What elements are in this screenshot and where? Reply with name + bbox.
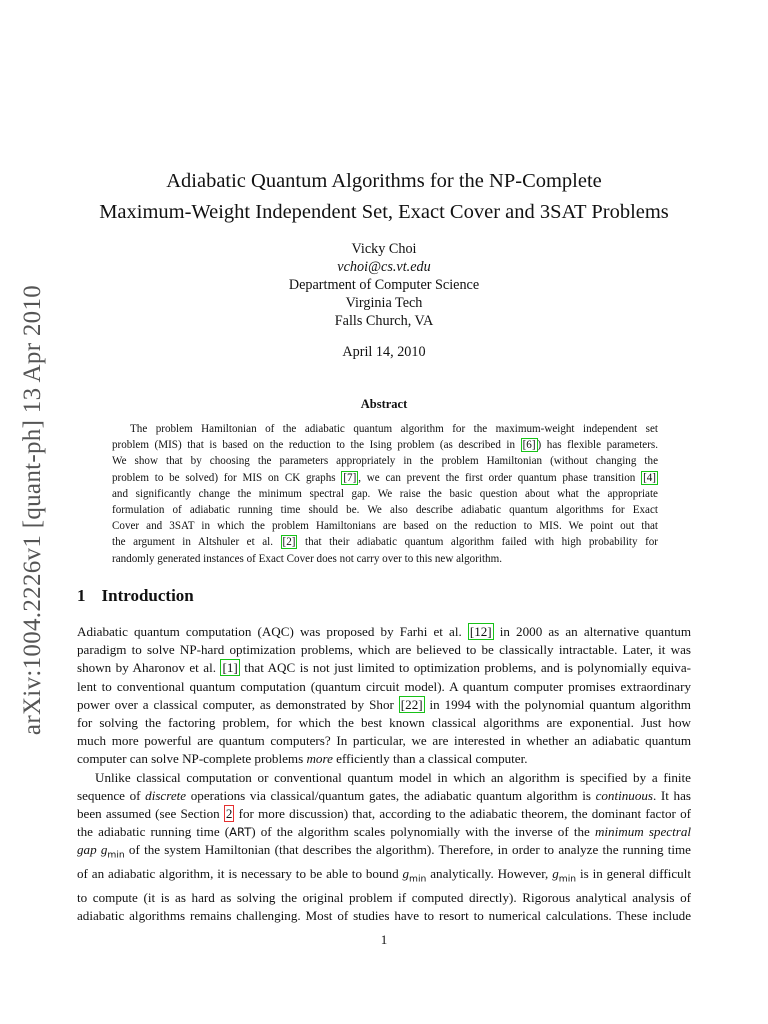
citation-link[interactable]: [2] bbox=[282, 536, 296, 549]
section-heading bbox=[77, 586, 477, 606]
body-line: Unlike classical computation or conventional quantum model in which an algorithm is specified by a finite bbox=[95, 769, 691, 785]
author-name: Vicky Choi bbox=[351, 241, 417, 257]
arxiv-identifier: arXiv:1004.2226v1 [quant-ph] 13 Apr 2010 bbox=[19, 284, 46, 736]
citation-link[interactable]: [12] bbox=[469, 624, 492, 639]
author-location: Falls Church, VA bbox=[334, 313, 434, 329]
citation-link[interactable]: [22] bbox=[400, 696, 423, 712]
section-number: 1 bbox=[77, 586, 86, 605]
abstract-line: We show that by choosing the parameters appropriately in the problem Hamiltonian (without changing the bbox=[112, 455, 658, 468]
body-line: gap $g_{min}$ of the system Hamiltonian (that describes the algorithm). Therefore, in order to analyze the running time bbox=[77, 842, 691, 862]
abstract-line: The problem Hamiltonian of the adiabatic quantum algorithm for the maximum-weight independent set bbox=[130, 423, 658, 435]
body-line: much more powerful are quantum computers? In particular, we are interested in whether an adiabatic quantum bbox=[77, 733, 691, 749]
author-email[interactable]: vchoi@cs.vt.edu bbox=[337, 259, 431, 275]
abstract-line: problem to be solved) for MIS on CK graphs [7] , we can prevent the first order quantum phase transition [4] bbox=[112, 471, 656, 484]
section-title: Introduction bbox=[101, 586, 194, 605]
abstract-line: the argument in Altshuler et al. [2] that their adiabatic quantum algorithm failed with high probability for bbox=[112, 536, 659, 549]
abstract-line: problem (MIS) that is based on the reduction to the Ising problem (as described in [6] ) has flexible parameters. bbox=[112, 439, 658, 452]
body-line: the adiabatic running time (ART) of the algorithm scales polynomially with the inverse of the minimum spectral bbox=[77, 824, 692, 840]
citation-link[interactable]: [4] bbox=[643, 471, 656, 484]
citation-link[interactable]: [7] bbox=[343, 471, 357, 484]
body-line: sequence of discrete operations via classical/quantum gates, the adiabatic quantum algorithm is continuous. It has bbox=[77, 787, 691, 803]
abstract-heading: Abstract bbox=[360, 397, 408, 411]
body-line: power over a classical computer, as demonstrated by Shor [22] in 1994 with the polynomial quantum algorithm bbox=[77, 696, 691, 712]
body-line: lent to conventional quantum computation (quantum circuit model). A quantum computer promises extraordinary bbox=[77, 678, 691, 694]
citation-link[interactable]: [6] bbox=[522, 439, 536, 452]
page-number: 1 bbox=[380, 932, 388, 947]
paper-title bbox=[60, 166, 708, 228]
abstract-line: and significantly change the minimum spectral gap. We raise the basic question about what the appropriate bbox=[112, 487, 658, 500]
title-line-2: Maximum-Weight Independent Set, Exact Cover and 3SAT Problems bbox=[99, 201, 669, 223]
section-reference-link[interactable]: 2 bbox=[225, 806, 233, 822]
body-line: Adiabatic quantum computation (AQC) was proposed by Farhi et al. [12] in 2000 as an alternative quantum bbox=[77, 624, 691, 639]
title-line-1: Adiabatic Quantum Algorithms for the NP-Complete bbox=[166, 170, 602, 192]
author-department: Department of Computer Science bbox=[288, 277, 480, 293]
body-line: adiabatic algorithms remains challenging. Most of studies have to resort to numerical calculations. These include bbox=[77, 908, 691, 924]
abstract-line: formulation of adiabatic running time should be. We also describe adiabatic quantum algorithms for Exact bbox=[112, 504, 658, 517]
body-line: to compute (it is as hard as solving the original problem if computed directly). Rigorous analytical analysis of bbox=[77, 890, 691, 906]
body-line: paradigm to solve NP-hard optimization problems, which are believed to be classically intractable. Later, it was bbox=[77, 642, 691, 658]
body-line: for solving the factoring problem, for which the best known classical algorithms are exponential. Just how bbox=[77, 715, 691, 731]
introduction-body bbox=[77, 623, 691, 925]
citation-link[interactable]: [1] bbox=[222, 660, 238, 676]
paper-date: April 14, 2010 bbox=[342, 344, 426, 360]
body-line: of an adiabatic algorithm, it is necessary to be able to bound $g_{min}$ analytically. However, $g_{min}$ is in general difficult bbox=[77, 866, 691, 885]
author-university: Virginia Tech bbox=[345, 295, 423, 311]
abstract-body bbox=[112, 421, 658, 567]
body-line: shown by Aharonov et al. [1] that AQC is not just limited to optimization problems, and is polynomially equiva- bbox=[77, 660, 691, 676]
abstract-line: randomly generated instances of Exact Cover does not carry over to this new algorithm. bbox=[112, 552, 503, 565]
author-block bbox=[160, 240, 608, 330]
body-line: computer can solve NP-complete problems more efficiently than a classical computer. bbox=[77, 751, 528, 767]
abstract-line: Cover and 3SAT in which the problem Hamiltonians are based on the reduction to MIS. We point out that bbox=[112, 520, 658, 533]
body-line: been assumed (see Section 2 for more discussion) that, according to the adiabatic theorem, the dominant factor of bbox=[77, 806, 691, 822]
arxiv-stamp bbox=[6, 260, 60, 760]
